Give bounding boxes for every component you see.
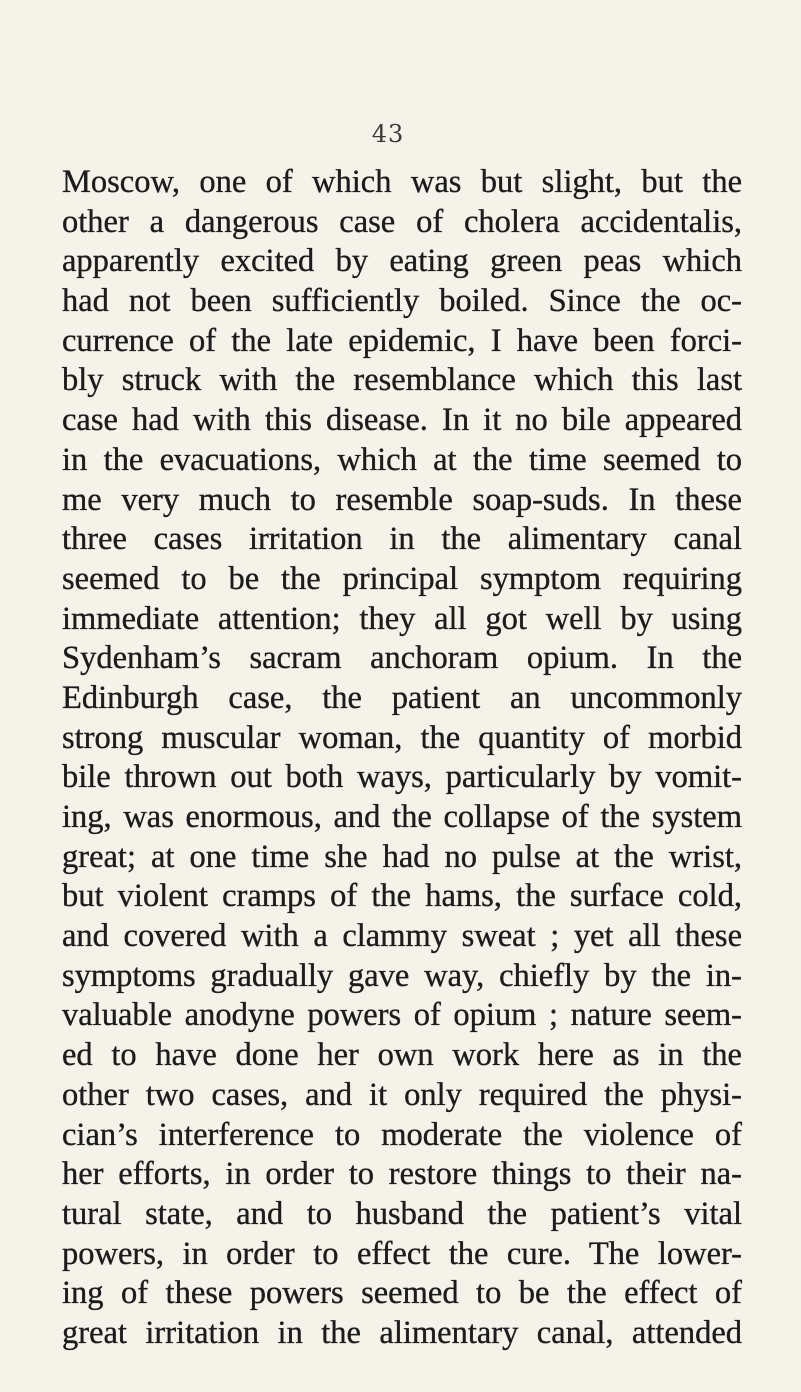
text-line: in the evacuations, which at the time seemed to bbox=[62, 441, 742, 478]
text-line: bile thrown out both ways, particularly by vomit- bbox=[62, 759, 742, 796]
text-line: ing of these powers seemed to be the effect of bbox=[62, 1275, 742, 1312]
text-line: Edinburgh case, the patient an uncommonly bbox=[62, 679, 742, 716]
text-line: me very much to resemble soap-suds. In these bbox=[62, 481, 742, 518]
text-line: bly struck with the resemblance which this last bbox=[62, 362, 742, 399]
text-line: other a dangerous case of cholera accidentalis, bbox=[62, 203, 742, 240]
text-line: and covered with a clammy sweat ; yet all these bbox=[62, 918, 742, 955]
page-number: 43 bbox=[371, 120, 405, 148]
text-line: Sydenham’s sacram anchoram opium. In the bbox=[62, 640, 742, 677]
text-line: currence of the late epidemic, I have been forci- bbox=[62, 322, 742, 359]
text-line: symptoms gradually gave way, chiefly by the in- bbox=[62, 957, 742, 994]
text-line: ing, was enormous, and the collapse of the system bbox=[62, 799, 742, 835]
text-line: other two cases, and it only required the physi- bbox=[62, 1076, 742, 1113]
text-line: great; at one time she had no pulse at the wrist, bbox=[62, 838, 742, 875]
text-line: cian’s interference to moderate the violence of bbox=[62, 1116, 742, 1153]
text-line: her efforts, in order to restore things to their na- bbox=[62, 1156, 742, 1193]
text-line: valuable anodyne powers of opium ; nature seem- bbox=[62, 997, 742, 1034]
text-line: tural state, and to husband the patient’s vital bbox=[62, 1195, 742, 1232]
text-line: immediate attention; they all got well by using bbox=[62, 600, 742, 637]
text-line: seemed to be the principal symptom requiring bbox=[62, 560, 742, 597]
text-line: case had with this disease. In it no bile appeared bbox=[62, 402, 742, 439]
text-line: Moscow, one of which was but slight, but the bbox=[62, 164, 742, 200]
text-line: had not been sufficiently boiled. Since the oc- bbox=[62, 283, 742, 320]
text-line: ed to have done her own work here as in the bbox=[62, 1037, 742, 1074]
text-line: but violent cramps of the hams, the surface cold, bbox=[62, 878, 742, 915]
text-line: apparently excited by eating green peas which bbox=[62, 243, 742, 280]
text-line: strong muscular woman, the quantity of morbid bbox=[62, 719, 742, 756]
text-line: three cases irritation in the alimentary canal bbox=[62, 521, 742, 558]
body-text bbox=[62, 163, 742, 1354]
text-line: great irritation in the alimentary canal, attended bbox=[62, 1314, 742, 1351]
text-line: powers, in order to effect the cure. The lower- bbox=[62, 1235, 742, 1272]
